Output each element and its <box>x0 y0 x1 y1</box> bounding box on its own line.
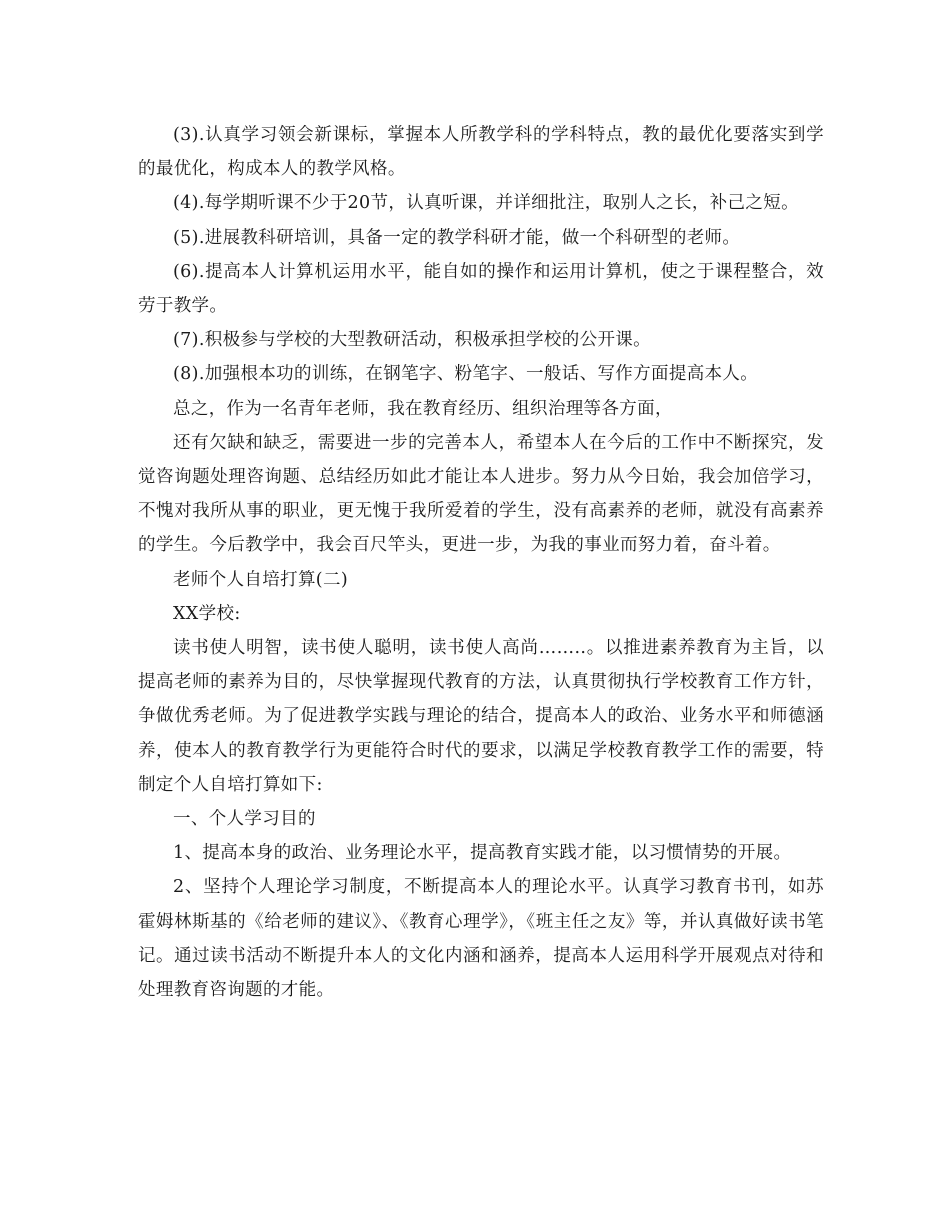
paragraph-summary-body: 还有欠缺和缺乏，需要进一步的完善本人，希望本人在今后的工作中不断探究，发觉咨询题处理咨询题、总结经历如此才能让本人进步。努力从今日始，我会加倍学习，不愧对我所从事的职业，更无愧于我所爱着的学生，没有高素养的老师，就没有高素养的学生。今后教学中，我会百尺竿头，更进一步，为我的事业而努力着，奋斗着。 <box>138 432 824 556</box>
paragraph-item-6: (6).提高本人计算机运用水平，能自如的操作和运用计算机，使之于课程整合，效劳于教学。 <box>138 261 824 317</box>
paragraph-item-5: (5).进展教科研培训，具备一定的教学科研才能，做一个科研型的老师。 <box>173 227 741 248</box>
subsection-heading: 一、个人学习目的 <box>173 809 316 830</box>
paragraph-item-4: (4).每学期听课不少于20节，认真听课，并详细批注，取别人之长，补己之短。 <box>173 193 799 214</box>
paragraph-goal-2: 2、坚持个人理论学习制度，不断提高本人的理论水平。认真学习教育书刊，如苏霍姆林斯基的《给老师的建议》、《教育心理学》，《班主任之友》等，并认真做好读书笔记。通过读书活动不断提升本人的文化内涵和涵养，提高本人运用科学开展观点对待和处理教育咨询题的才能。 <box>138 877 824 1001</box>
paragraph-intro: 读书使人明智，读书使人聪明，读书使人高尚……..。以推进素养教育为主旨，以提高老师的素养为目的，尽快掌握现代教育的方法，认真贯彻执行学校教育工作方针，争做优秀老师。为了促进教学实践与理论的结合，提高本人的政治、业务水平和师德涵养，使本人的教育教学行为更能符合时代的要求，以满足学校教育教学工作的需要，特制定个人自培打算如下: <box>138 638 824 795</box>
paragraph-goal-1: 1、提高本身的政治、业务理论水平，提高教育实践才能，以习惯情势的开展。 <box>173 843 792 864</box>
document-body <box>138 118 824 1007</box>
salutation: XX学校: <box>173 603 241 624</box>
paragraph-summary-intro: 总之，作为一名青年老师，我在教育经历、组织治理等各方面， <box>173 398 673 419</box>
paragraph-item-7: (7).积极参与学校的大型教研活动，积极承担学校的公开课。 <box>173 330 651 351</box>
paragraph-item-8: (8).加强根本功的训练，在钢笔字、粉笔字、一般话、写作方面提高本人。 <box>173 364 759 385</box>
section-heading: 老师个人自培打算(二) <box>173 569 349 590</box>
paragraph-item-3: (3).认真学习领会新课标，掌握本人所教学科的学科特点，教的最优化要落实到学的最优化，构成本人的教学风格。 <box>138 125 824 180</box>
